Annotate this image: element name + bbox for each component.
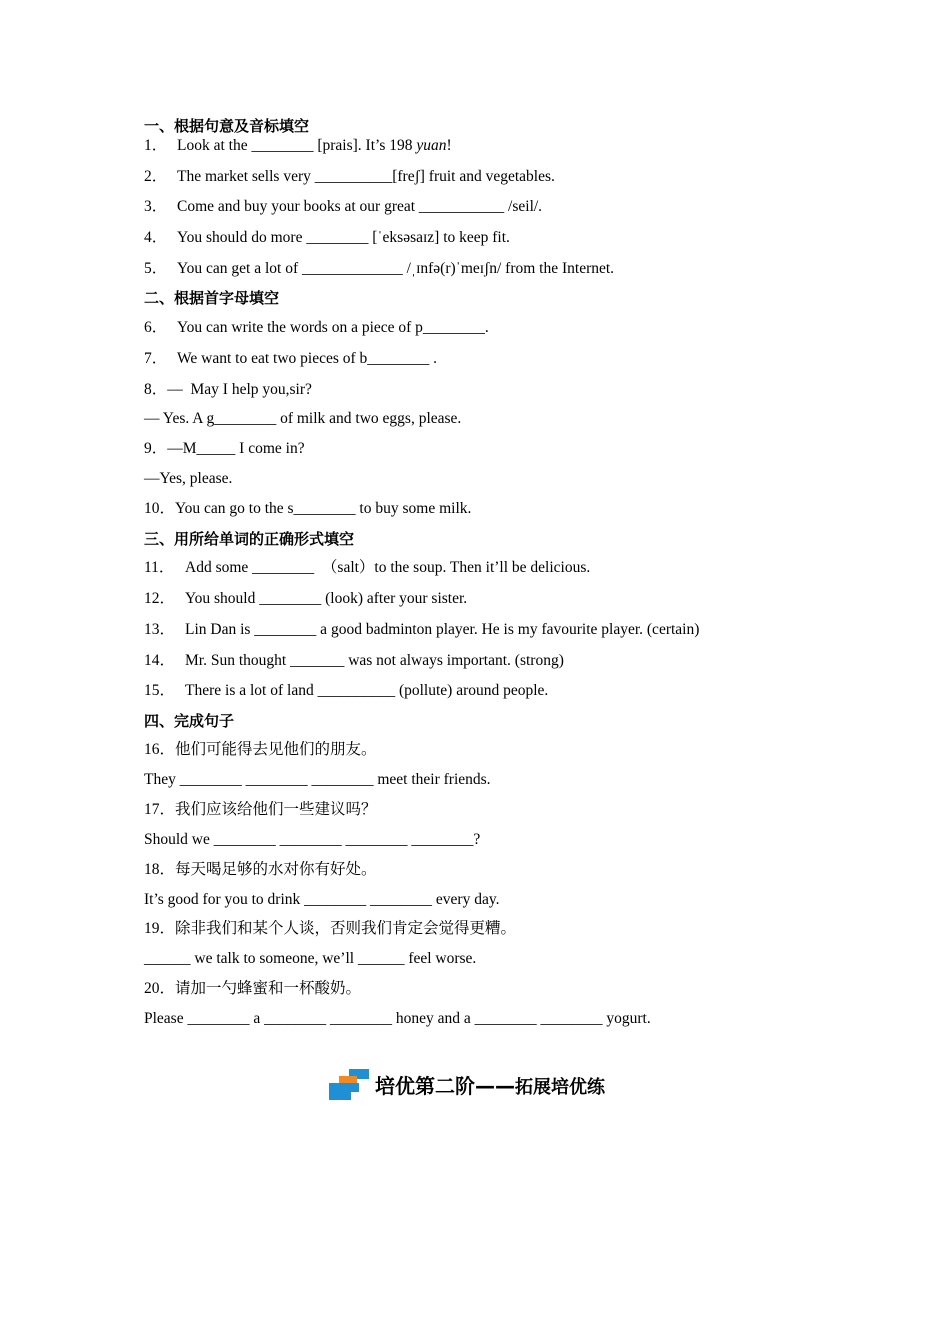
section-1-title: 一、根据句意及音标填空 (144, 117, 310, 135)
banner-subtitle: 拓展培优练 (515, 1076, 605, 1098)
question-8-answer: — Yes. A g________ of milk and two eggs, please. (144, 410, 462, 427)
question-number: 14． (144, 652, 176, 669)
question-number: 11． (144, 559, 175, 576)
question-text: You can get a lot of _____________ /ˌɪnfə(r)ˈmeɪʃn/ from the Internet. (177, 260, 615, 277)
question-text: Look at the ________ [prais]. It’s 198 (177, 137, 417, 154)
question-number: 13． (144, 621, 176, 638)
question-2 (144, 167, 555, 187)
question-19-english: ______ we talk to someone, we’ll ______ feel worse. (144, 950, 477, 967)
section-banner (329, 1066, 605, 1102)
question-text: Add some ________ （salt）to the soup. Then it’ll be delicious. (185, 559, 591, 576)
question-13 (144, 620, 699, 640)
banner-dash: —— (475, 1073, 515, 1098)
blocks-logo-icon (329, 1067, 371, 1101)
italic-word: yuan (416, 137, 447, 154)
question-text: The market sells very __________[freʃ] fruit and vegetables. (177, 168, 555, 185)
question-number: 3． (144, 198, 168, 215)
question-text: Lin Dan is ________ a good badminton player. He is my favourite player. (certain) (185, 621, 700, 638)
question-text: Come and buy your books at our great ___________ /seil/. (177, 198, 543, 215)
question-number: 6． (144, 319, 168, 336)
question-17-chinese: 17．我们应该给他们一些建议吗？ (144, 801, 377, 818)
question-4 (144, 228, 510, 248)
question-10: 10．You can go to the s________ to buy some milk. (144, 500, 472, 517)
question-number: 1． (144, 137, 168, 154)
question-text: There is a lot of land __________ (pollute) around people. (185, 682, 549, 699)
question-11 (144, 558, 590, 578)
question-17-english: Should we ________ ________ ________ ________? (144, 831, 481, 848)
question-6 (144, 318, 489, 338)
question-text: You should do more ________ [ˈeksəsaɪz] to keep fit. (177, 229, 510, 246)
question-number: 12． (144, 590, 176, 607)
question-text-end: ! (446, 137, 452, 154)
question-16-english: They ________ ________ ________ meet their friends. (144, 771, 491, 788)
question-7 (144, 349, 437, 369)
question-19-chinese: 19．除非我们和某个人谈，否则我们肯定会觉得更糟。 (144, 920, 517, 937)
section-2-title: 二、根据首字母填空 (144, 289, 280, 307)
question-text: You can write the words on a piece of p________. (177, 319, 489, 336)
question-text: Mr. Sun thought _______ was not always important. (strong) (185, 652, 564, 669)
question-number: 5． (144, 260, 168, 277)
question-number: 7． (144, 350, 168, 367)
question-16-chinese: 16．他们可能得去见他们的朋友。 (144, 741, 377, 758)
question-1 (144, 136, 452, 156)
question-9-prompt: 9．—M_____ I come in? (144, 440, 305, 457)
question-14 (144, 651, 564, 671)
question-12 (144, 589, 467, 609)
question-18-english: It’s good for you to drink ________ ________ every day. (144, 891, 500, 908)
question-9-answer: —Yes, please. (144, 470, 233, 487)
section-4-title: 四、完成句子 (144, 712, 235, 730)
question-3 (144, 197, 542, 217)
question-20-chinese: 20．请加一勺蜂蜜和一杯酸奶。 (144, 980, 362, 997)
question-text: You should ________ (look) after your sister. (185, 590, 468, 607)
question-15 (144, 681, 548, 701)
question-20-english: Please ________ a ________ ________ honey and a ________ ________ yogurt. (144, 1010, 651, 1027)
question-8-prompt: 8．— May I help you,sir? (144, 381, 312, 398)
question-number: 4． (144, 229, 168, 246)
question-text: We want to eat two pieces of b________ . (177, 350, 438, 367)
banner-title (375, 1070, 605, 1099)
question-number: 2． (144, 168, 168, 185)
question-number: 15． (144, 682, 176, 699)
banner-title-main: 培优第二阶 (375, 1073, 475, 1098)
section-3-title: 三、用所给单词的正确形式填空 (144, 530, 355, 548)
question-5 (144, 259, 614, 279)
question-18-chinese: 18．每天喝足够的水对你有好处。 (144, 861, 377, 878)
